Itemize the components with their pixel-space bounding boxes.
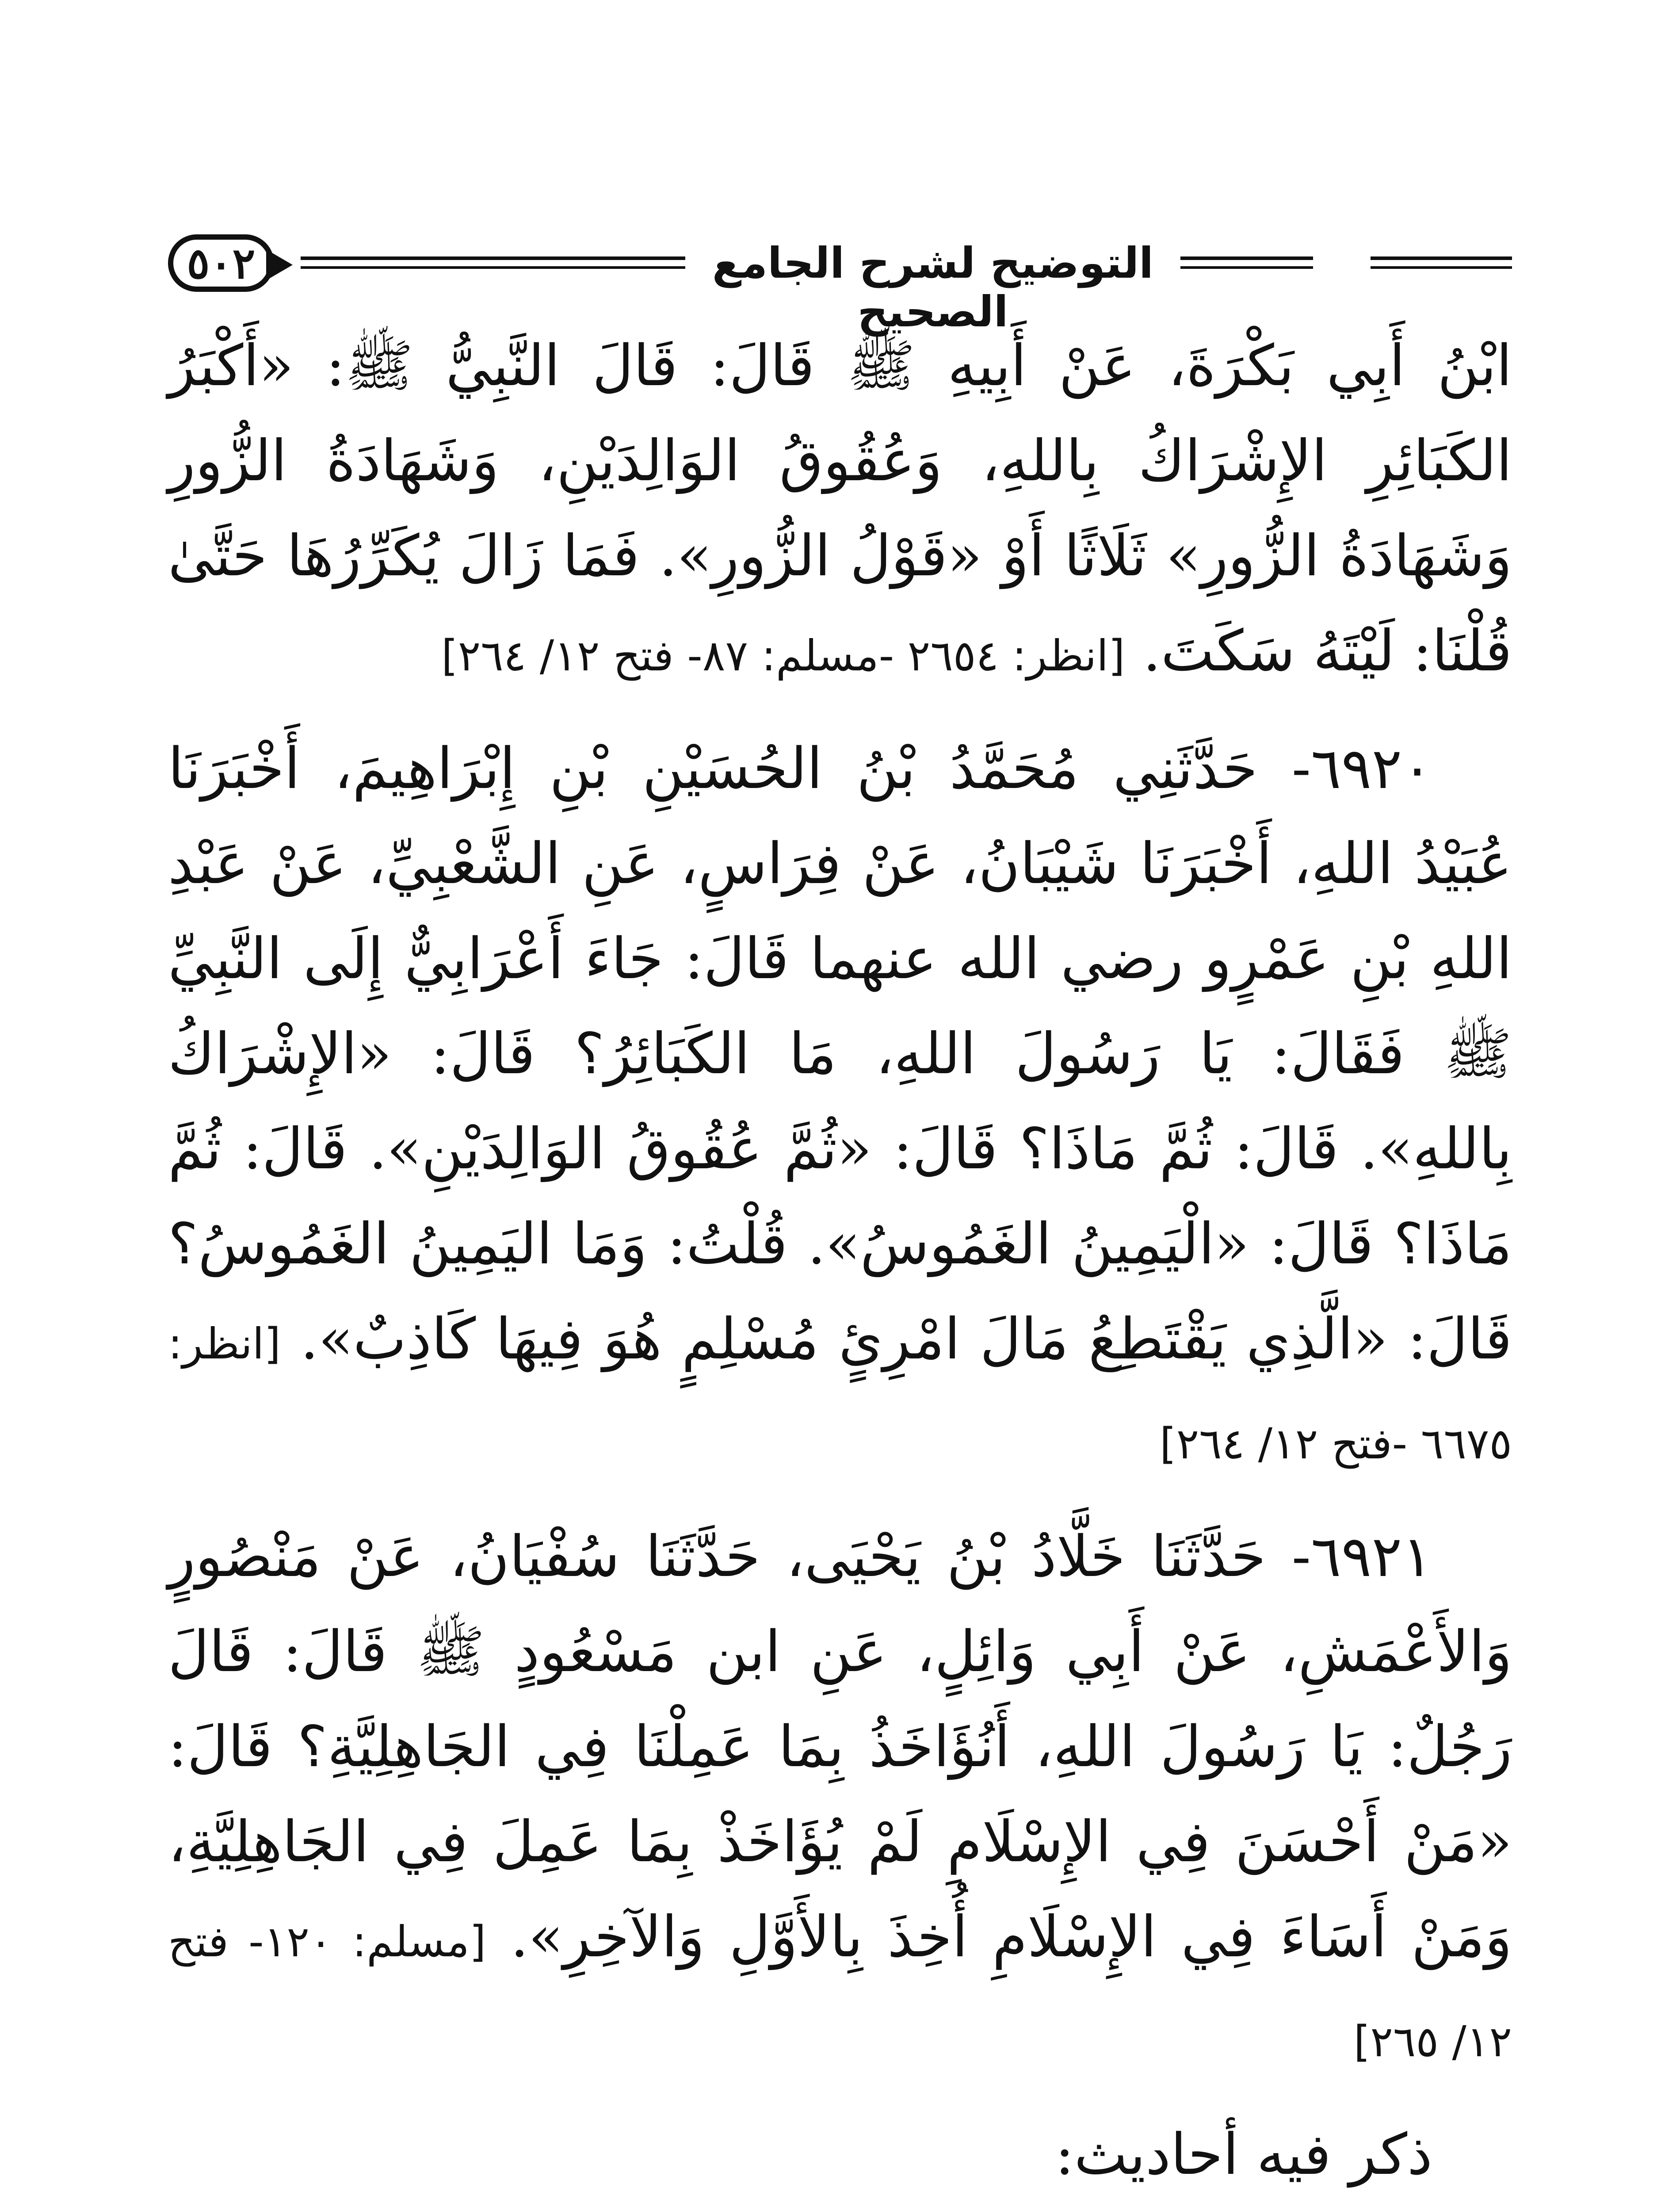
header-rule-right-top — [1371, 256, 1512, 260]
hadith-6921-text: ٦٩٢١- حَدَّثَنَا خَلَّادُ بْنُ يَحْيَى، حَدَّثَنَا سُفْيَانُ، عَنْ مَنْصُورٍ وَالأَعْمَشِ، عَنْ أَبِي وَائِلٍ، عَنِ ابن مَسْعُودٍ ﷺ قَالَ: قَالَ رَجُلٌ: يَا رَسُولَ اللهِ، أَنُؤَاخَذُ بِمَا عَمِلْنَا فِي الجَاهِلِيَّةِ؟ قَالَ: «مَنْ أَحْسَنَ فِي الإِسْلَامِ لَمْ يُؤَاخَذْ بِمَا عَمِلَ فِي الجَاهِلِيَّةِ، وَمَنْ أَسَاءَ فِي الإِسْلَامِ أُخِذَ بِالأَوَّلِ وَالآخِرِ». — [168, 1524, 1512, 1970]
main-text — [168, 318, 1512, 2211]
page-number-badge — [168, 234, 274, 292]
page-number: ٥٠٢ — [187, 238, 256, 288]
header-rule-mid-top — [1180, 256, 1313, 260]
header-rule-right-bottom — [1371, 266, 1512, 269]
page-number-badge-tip — [266, 249, 293, 280]
hadith-6921-reference: [مسلم: ١٢٠- فتح ١٢/ ٢٦٥] — [168, 1917, 1512, 2066]
header-rule-left-top — [301, 256, 685, 260]
hadith-paragraph-6921 — [168, 1509, 1512, 2089]
hadith-paragraph-1 — [168, 318, 1512, 704]
commentary-heading: ذكر فيه أحاديث: — [1055, 2122, 1432, 2188]
running-title: التوضيح لشرح الجامع الصحيح — [690, 239, 1176, 287]
header-rule-left-bottom — [301, 266, 685, 269]
hadith-6920-reference: [انظر: ٦٦٧٥ -فتح ١٢/ ٢٦٤] — [168, 1319, 1512, 1469]
page-header — [168, 230, 1512, 337]
first-hadith-heading — [168, 2202, 1512, 2211]
header-rule-mid-bottom — [1180, 266, 1313, 269]
hadith-1-reference: [انظر: ٢٦٥٤ -مسلم: ٨٧- فتح ١٢/ ٢٦٤] — [441, 631, 1125, 681]
hadith-1-text: ابْنُ أَبِي بَكْرَةَ، عَنْ أَبِيهِ ﷺ قَالَ: قَالَ النَّبِيُّ ﷺ: «أَكْبَرُ الكَبَائِرِ الإِشْرَاكُ بِاللهِ، وَعُقُوقُ الوَالِدَيْنِ، وَشَهَادَةُ الزُّورِ وَشَهَادَةُ الزُّورِ» ثَلَاثًا أَوْ «قَوْلُ الزُّورِ». فَمَا زَالَ يُكَرِّرُهَا حَتَّىٰ قُلْنَا: لَيْتَهُ سَكَتَ. — [168, 333, 1512, 684]
hadith-paragraph-6920 — [168, 721, 1512, 1492]
hadith-6920-text: ٦٩٢٠- حَدَّثَنِي مُحَمَّدُ بْنُ الحُسَيْنِ بْنِ إِبْرَاهِيمَ، أَخْبَرَنَا عُبَيْدُ اللهِ، أَخْبَرَنَا شَيْبَانُ، عَنْ فِرَاسٍ، عَنِ الشَّعْبِيِّ، عَنْ عَبْدِ اللهِ بْنِ عَمْرٍو رضي الله عنهما قَالَ: جَاءَ أَعْرَابِيٌّ إِلَى النَّبِيِّ ﷺ فَقَالَ: يَا رَسُولَ اللهِ، مَا الكَبَائِرُ؟ قَالَ: «الإِشْرَاكُ بِاللهِ». قَالَ: ثُمَّ مَاذَا؟ قَالَ: «ثُمَّ عُقُوقُ الوَالِدَيْنِ». قَالَ: ثُمَّ مَاذَا؟ قَالَ: «الْيَمِينُ الغَمُوسُ». قُلْتُ: وَمَا اليَمِينُ الغَمُوسُ؟ قَالَ: «الَّذِي يَقْتَطِعُ مَالَ امْرِئٍ مُسْلِمٍ هُوَ فِيهَا كَاذِبٌ». — [168, 736, 1512, 1372]
